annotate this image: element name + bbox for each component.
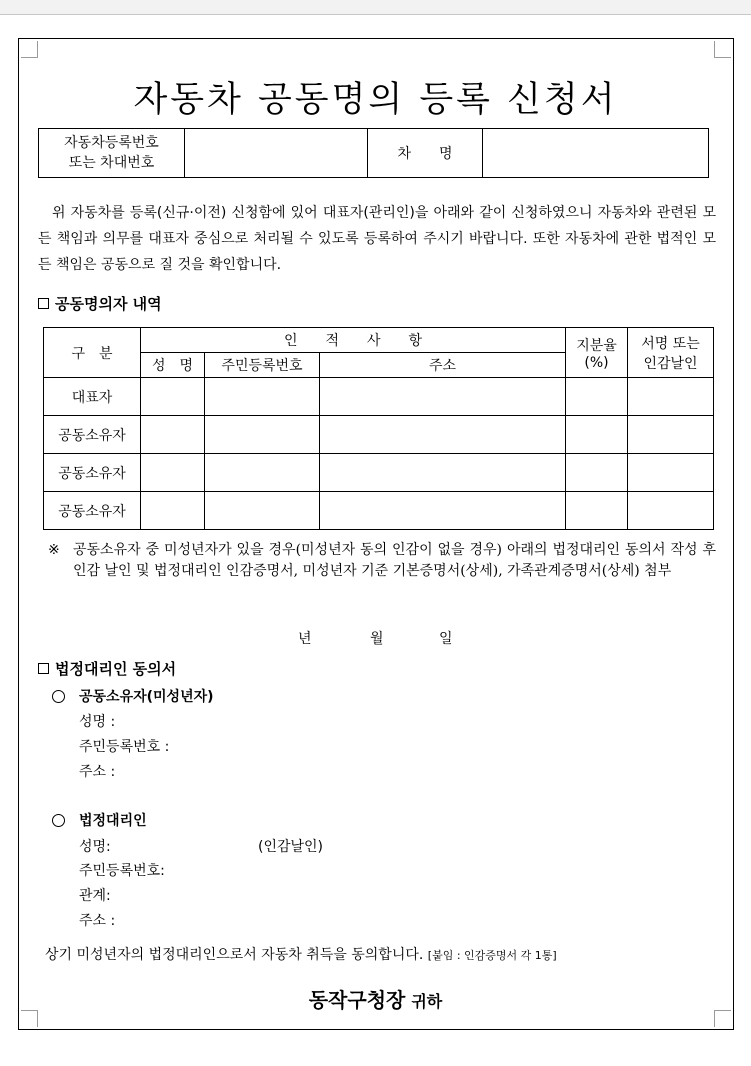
attachment-note: [붙임 : 인감증명서 각 1통] [427,949,557,962]
reference-mark: ※ [48,542,60,558]
crop-mark-top-right [714,41,731,58]
header-name: 성 명 [141,353,205,378]
minor-name-field[interactable]: 성명 : [79,714,116,730]
row-label: 공동소유자 [44,416,141,454]
row-label: 대표자 [44,378,141,416]
row-label: 공동소유자 [44,454,141,492]
resident-number-cell[interactable] [205,492,320,530]
header-address: 주소 [320,353,566,378]
resident-number-cell[interactable] [205,416,320,454]
date-month: 월 [370,631,384,647]
office-name: 동작구청장 [308,988,406,1012]
minor-owner-heading: 공동소유자(미성년자) [52,686,214,706]
row-label: 공동소유자 [44,492,141,530]
signature-cell[interactable] [628,492,714,530]
square-bullet-icon [38,298,49,309]
guardian-address-field[interactable]: 주소 : [79,913,116,929]
table-row [44,492,714,530]
address-cell[interactable] [320,378,566,416]
document-title: 자동차 공동명의 등록 신청서 [133,80,618,120]
seal-placeholder: (인감날인) [258,839,324,855]
document-page [18,38,734,1030]
date-day: 일 [439,631,453,647]
square-bullet-icon [38,663,49,674]
addressee-suffix: 귀하 [411,992,443,1011]
table-row [44,378,714,416]
header-category: 구 분 [44,328,141,378]
guardian-name-field[interactable]: 성명: [79,839,111,855]
address-cell[interactable] [320,416,566,454]
registration-number-label: 자동차등록번호 또는 차대번호 [39,129,185,178]
addressee [0,984,751,1013]
intro-paragraph: 위 자동차를 등록(신규·이전) 신청함에 있어 대표자(관리인)을 아래와 같이 신청하였으니 자동차와 관련된 모든 책임과 의무를 대표자 중심으로 처리될 수 있도록 등록하여 주시기 바랍니다. 또한 자동차에 관한 법적인 모든 책임은 공동으로 질 것을 확인합니다. [38,205,716,273]
header-resident-number: 주민등록번호 [205,353,320,378]
date-year: 년 [298,631,312,647]
consent-statement: 상기 미성년자의 법정대리인으로서 자동차 취득을 동의합니다. [붙임 : 인감증명서 각 1통] [45,947,557,963]
name-cell[interactable] [141,492,205,530]
minor-address-field[interactable]: 주소 : [79,764,116,780]
share-cell[interactable] [566,454,628,492]
guardian-relation-field[interactable]: 관계: [79,888,111,904]
name-cell[interactable] [141,416,205,454]
owners-section-heading: 공동명의자 내역 [38,293,162,314]
co-owners-table [43,327,714,530]
resident-number-cell[interactable] [205,454,320,492]
name-cell[interactable] [141,454,205,492]
signature-cell[interactable] [628,378,714,416]
crop-mark-top-left [21,41,38,58]
registration-number-field[interactable] [185,129,368,178]
share-cell[interactable] [566,416,628,454]
signature-cell[interactable] [628,416,714,454]
header-personal-info: 인 적 사 항 [141,328,566,353]
header-share: 지분율 (%) [566,328,628,378]
guardian-heading: 법정대리인 [52,810,147,830]
name-cell[interactable] [141,378,205,416]
window-top-strip [0,0,751,15]
table-row [44,416,714,454]
guardian-resident-number-field[interactable]: 주민등록번호: [79,863,165,879]
car-name-label: 차 명 [368,129,483,178]
minor-owner-note: ※ 공동소유자 중 미성년자가 있을 경우(미성년자 동의 인감이 없을 경우) 아래의 법정대리인 동의서 작성 후 인감 날인 및 법정대리인 인감증명서, 미성년자 기준 기본증명서(상세), 가족관계증명서(상세) 첨부 [48,542,716,579]
share-cell[interactable] [566,492,628,530]
address-cell[interactable] [320,454,566,492]
address-cell[interactable] [320,492,566,530]
vehicle-info-table [38,128,709,178]
circle-bullet-icon [52,814,65,827]
header-signature: 서명 또는 인감날인 [628,328,714,378]
minor-resident-number-field[interactable]: 주민등록번호 : [79,739,170,755]
signature-cell[interactable] [628,454,714,492]
consent-section-heading: 법정대리인 동의서 [38,658,176,679]
resident-number-cell[interactable] [205,378,320,416]
share-cell[interactable] [566,378,628,416]
car-name-field[interactable] [483,129,709,178]
table-row [44,454,714,492]
circle-bullet-icon [52,690,65,703]
